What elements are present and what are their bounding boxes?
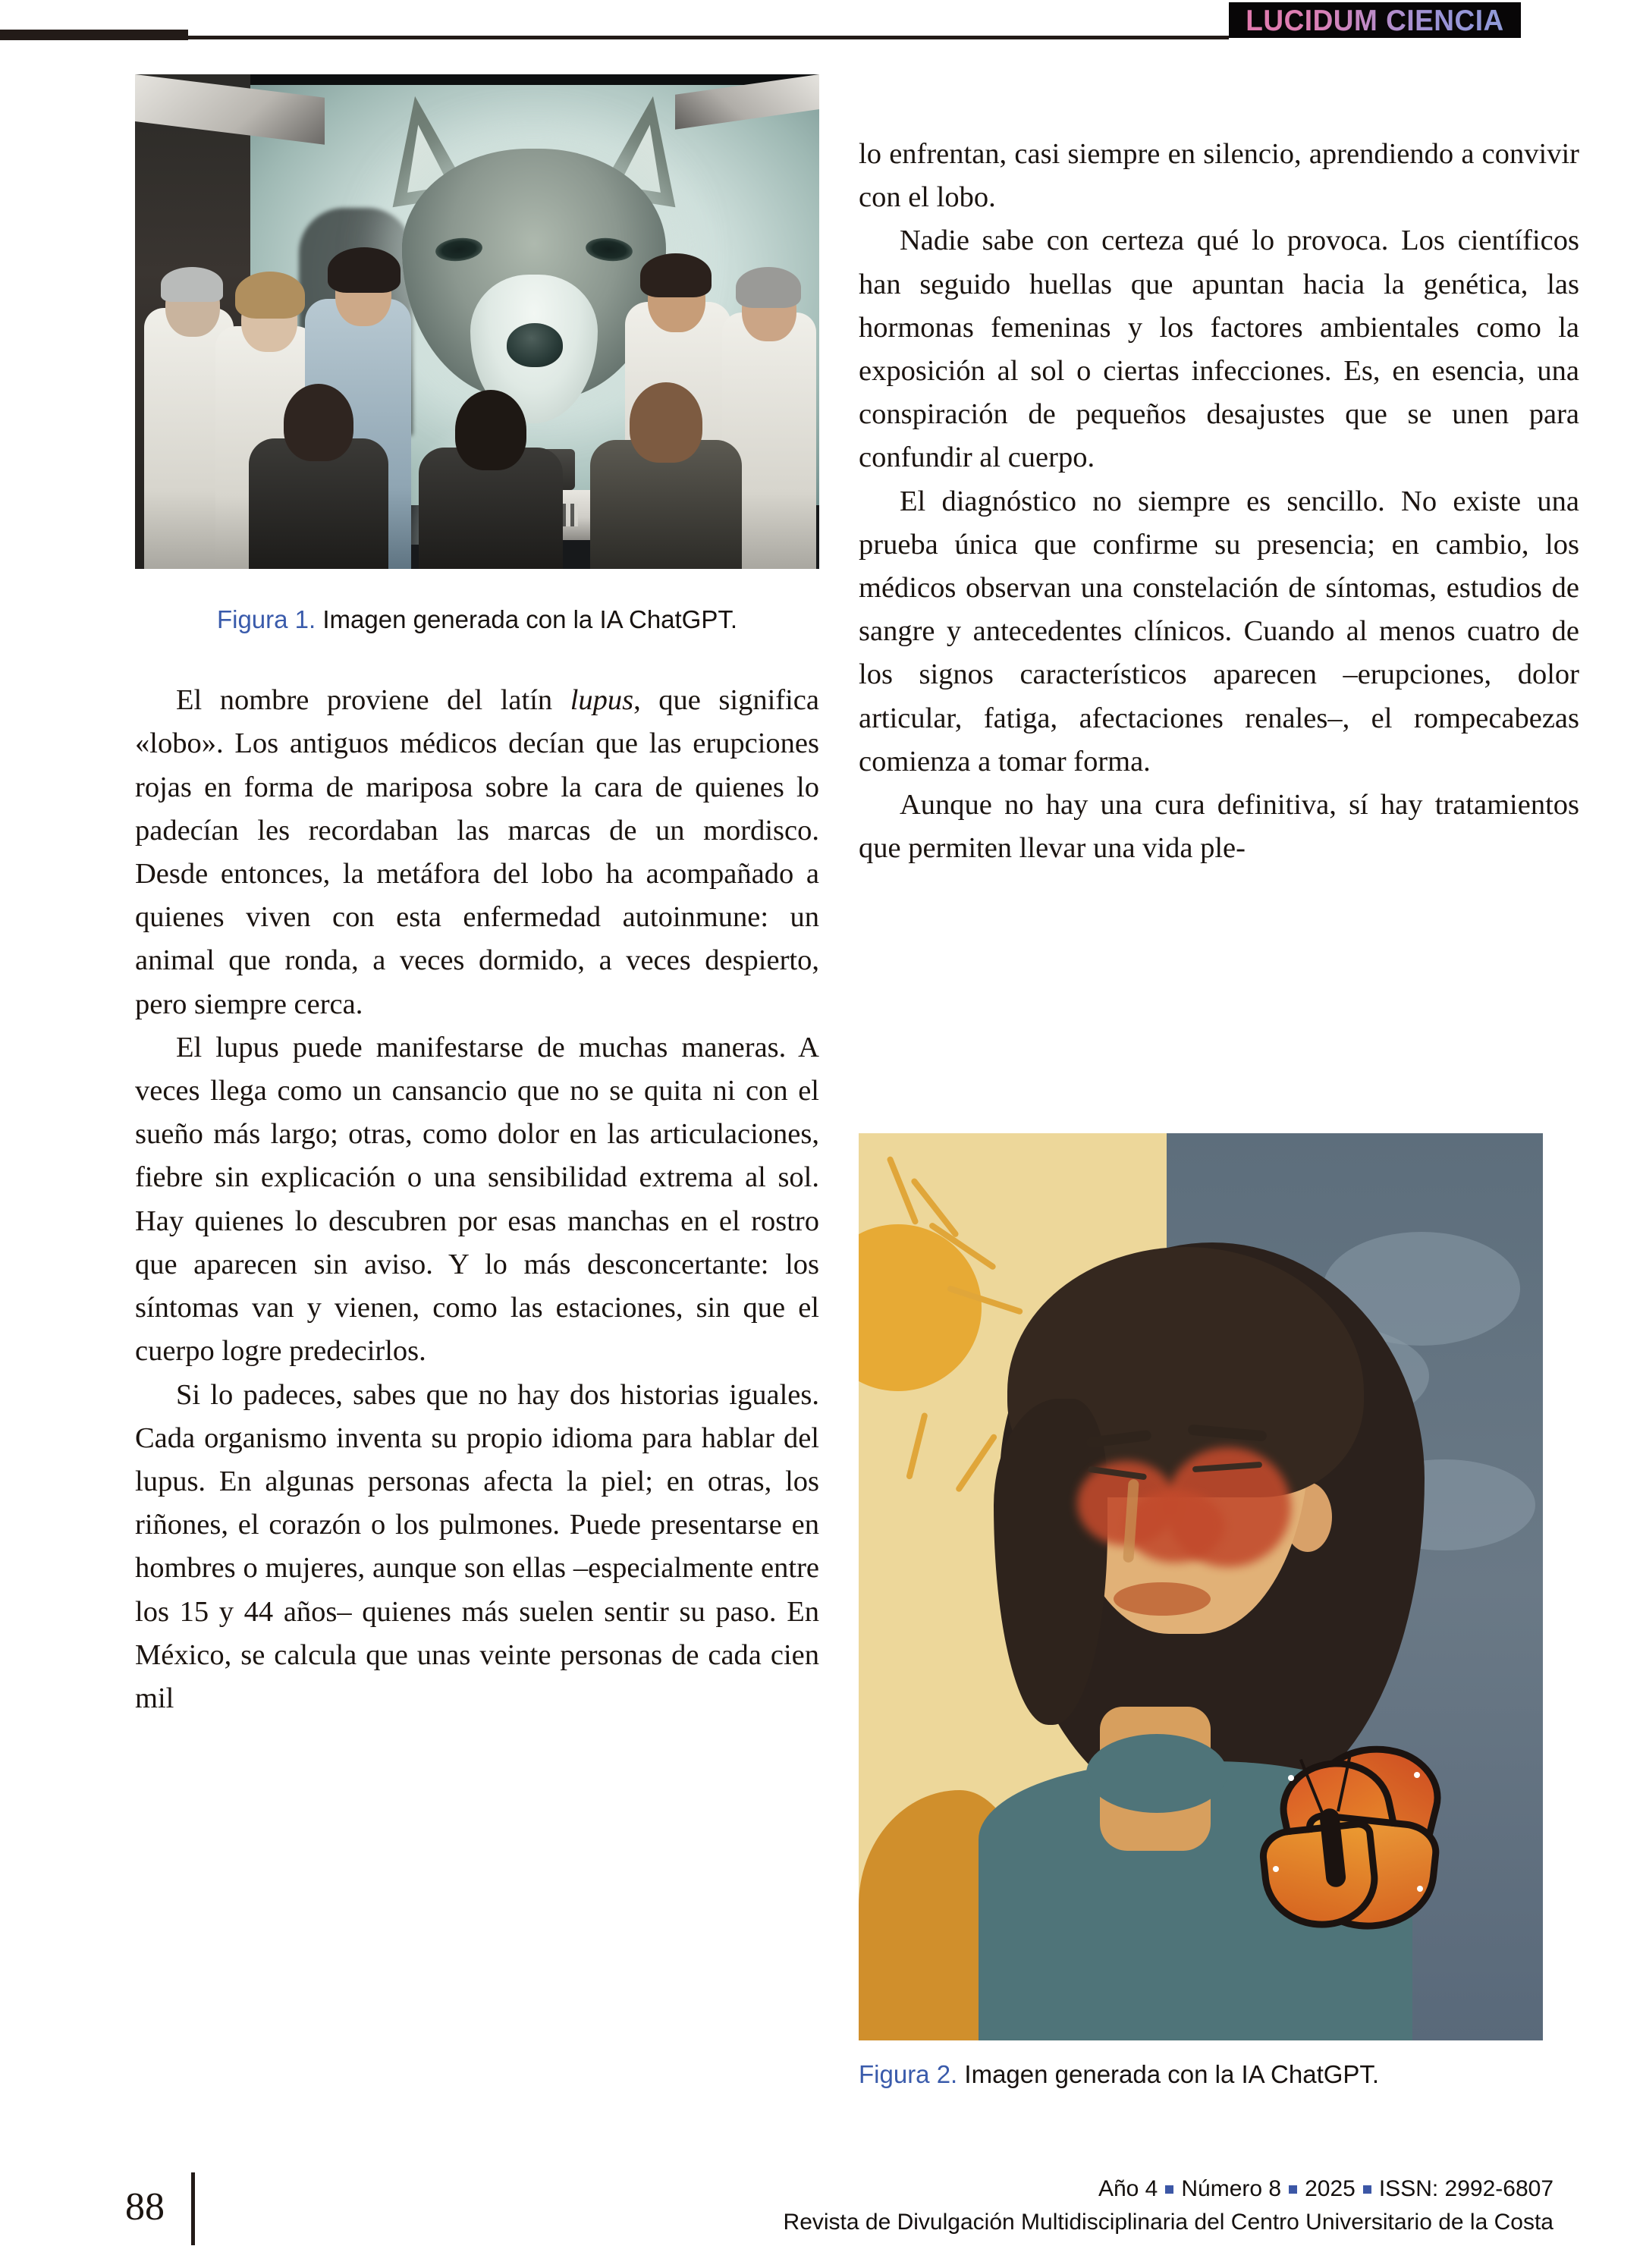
figure-1-caption-label: Figura 1. [216, 605, 316, 633]
figure-1-image [135, 74, 819, 569]
figure-1-foreground-person-3-head [630, 382, 702, 463]
figure-2-caption-text: Imagen generada con la IA ChatGPT. [964, 2060, 1380, 2088]
left-column-body-text [135, 679, 819, 1720]
footer-separator-icon-1 [1165, 2185, 1173, 2194]
footer-text-block [784, 2172, 1553, 2239]
page-footer [0, 2166, 1643, 2268]
paragraph-left-1-part-1: El nombre proviene del latín [176, 684, 570, 717]
paragraph-left-3: Si lo padeces, sabes que no hay dos historias iguales. Cada organismo inventa su propio idioma para hablar del lupus. En algunas personas afecta la piel; en otras, los riñones, el corazón o los pulmones. Puede presentarse en hombres o mujeres, aunque son ellas –especialmente entre los 15 y 44 años– quienes más suelen sentir su paso. En México, se calcula que unas veinte personas de cada cien mil [135, 1378, 819, 1714]
latin-term-lupus: lupus [570, 684, 634, 717]
footer-year: Año 4 [1098, 2176, 1158, 2201]
page-header [0, 0, 1643, 59]
header-rule-thick [0, 30, 188, 40]
figure-1-doctor-4-hair [640, 253, 712, 297]
right-column-body-text [859, 133, 1579, 870]
paragraph-left-1 [135, 679, 819, 1026]
paragraph-right-3: El diagnóstico no siempre es sencillo. No existe una prueba única que confirme su presencia; en cambio, los médicos observan una constelación de síntomas, estudios de sangre y antecedentes clínicos. Cuando al menos cuatro de los signos característicos aparecen –erupciones, dolor articular, fatiga, afectaciones renales–, el rompecabezas comienza a tomar forma. [859, 485, 1579, 777]
page-number: 88 [125, 2185, 165, 2229]
footer-publication-year: 2025 [1305, 2176, 1356, 2201]
figure-1-foreground-person-1-head [284, 384, 353, 461]
figure-1-caption-text: Imagen generada con la IA ChatGPT. [322, 605, 738, 633]
wolf-nose [507, 323, 563, 367]
footer-number: Número 8 [1181, 2176, 1282, 2201]
figure-1-screen-frame [241, 74, 819, 85]
footer-separator-icon-2 [1289, 2185, 1297, 2194]
header-rule-thin [188, 36, 1229, 39]
figure-2-caption-label: Figura 2. [859, 2060, 958, 2088]
figure-1-foreground-person-2-head [455, 390, 526, 470]
figure-2-caption [859, 2059, 1579, 2090]
figure-2-shirt-collar [1086, 1734, 1227, 1813]
left-column [135, 74, 819, 1720]
figure-2-image [859, 1133, 1543, 2040]
butterfly-wing-spot-3 [1414, 1772, 1420, 1778]
butterfly-wing-spot-1 [1288, 1775, 1294, 1781]
paragraph-right-4: Aunque no hay una cura definitiva, sí hay tratamientos que permiten llevar una vida ple- [859, 789, 1579, 865]
masthead-badge [1229, 2, 1521, 38]
butterfly-wing-spot-2 [1273, 1866, 1279, 1872]
footer-issue-line [784, 2172, 1553, 2206]
figure-2-monarch-butterfly [1215, 1752, 1443, 1934]
figure-2-malar-rash-bridge [1126, 1490, 1224, 1563]
butterfly-wing-spot-4 [1417, 1886, 1423, 1892]
figure-1-doctor-1-hair [161, 267, 223, 302]
figure-1-doctor-2-hair [235, 272, 305, 319]
figure-1-doctor-5-hair [736, 267, 801, 308]
footer-vertical-rule [191, 2172, 195, 2245]
footer-issn: ISSN: 2992-6807 [1378, 2176, 1553, 2201]
paragraph-left-2: El lupus puede manifestarse de muchas maneras. A veces llega como un cansancio que no se quita ni con el sueño más largo; otras, como dolor en las articulaciones, fiebre sin explicación o una sensibilidad extrema al sol. Hay quienes lo descubren por esas manchas en el rostro que aparecen sin aviso. Y lo más desconcertante: los síntomas van y vienen, como las estaciones, sin que el cuerpo logre predecirlos. [135, 1031, 819, 1368]
footer-separator-icon-3 [1363, 2185, 1371, 2194]
paragraph-right-2: Nadie sabe con certeza qué lo provoca. Los científicos han seguido huellas que apuntan hacia la genética, las hormonas femeninas y los factores ambientales como la exposición al sol o ciertas infecciones. Es, en esencia, una conspiración de pequeños desajustes que se unen para confundir al cuerpo. [859, 225, 1579, 474]
right-column [859, 133, 1579, 870]
figure-1-caption [135, 604, 819, 635]
paragraph-right-1: lo enfrentan, casi siempre en silencio, aprendiendo a convivir con el lobo. [859, 138, 1579, 214]
masthead-title: LUCIDUM CIENCIA [1246, 3, 1504, 37]
figure-1-doctor-3-hair [328, 247, 401, 293]
footer-publication-line: Revista de Divulgación Multidisciplinaria del Centro Universitario de la Costa [783, 2210, 1553, 2235]
figure-2-lips [1114, 1582, 1211, 1616]
paragraph-left-1-part-3: , que significa «lobo». Los antiguos médicos decían que las erupciones rojas en forma de mariposa sobre la cara de quienes lo padecían les recordaban las marcas de un mordisco. Desde entonces, la metáfora del lobo ha acompañado a quienes viven con esta enfermedad autoinmune: un animal que ronda, a veces dormido, a veces despierto, pero siempre cerca. [135, 684, 819, 1020]
